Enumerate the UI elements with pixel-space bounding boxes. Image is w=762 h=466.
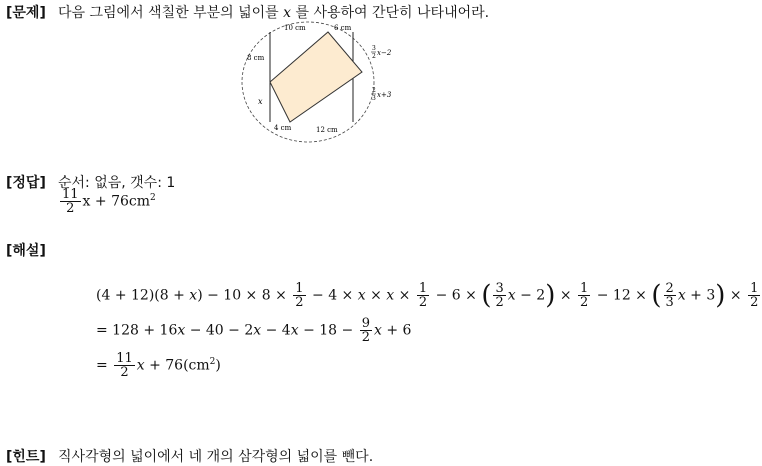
solution-line-3: = $\frac{11}{2}$ $x + 76(cm^2)$ xyxy=(96,351,221,380)
label-top-right: 6 cm xyxy=(334,24,352,32)
label-left-bottom: x xyxy=(258,97,263,106)
label-right-top-rest: x−2 xyxy=(377,49,392,57)
hint-label: [힌트] xyxy=(6,449,46,465)
label-right-top-num: 3 xyxy=(372,45,376,52)
answer-expression xyxy=(58,188,156,215)
problem-text-before: 다음 그림에서 색칠한 부분의 넓이를 xyxy=(58,5,279,21)
label-right-top-den: 2 xyxy=(372,53,376,60)
problem-label: [문제] xyxy=(6,5,46,21)
answer-fraction: $\frac{11}{2}$ xyxy=(62,187,79,216)
solution-label: [해설] xyxy=(6,243,46,259)
figure-diagram xyxy=(244,20,392,142)
answer-label: [정답] xyxy=(6,175,46,191)
label-right-bottom-den: 3 xyxy=(372,95,376,102)
answer-rest: x + 76cm xyxy=(82,193,151,210)
label-right-bottom-rest: x+3 xyxy=(377,91,392,99)
label-left-top: 8 cm xyxy=(247,54,265,62)
solution-line-1: (4 + 12)(8 + x) − 10 × 8 × $\frac{1}{2}$ − 4 × x × x × $\frac{1}{2}$ − 6 × ( $\frac{3}{2}$ x − 2) × $\frac{1}{2}$ − 12 × ( $\frac{2}{3}$ x + 3) × $\frac{1}{2}$ xyxy=(96,280,759,311)
answer-meta: 순서: 없음, 갯수: 1 xyxy=(58,175,176,191)
problem-text-after: 를 사용하여 간단히 나타내어라. xyxy=(295,5,490,21)
problem-var: x xyxy=(283,5,292,21)
hint-text: 직사각형의 넓이에서 네 개의 삼각형의 넓이를 뺀다. xyxy=(58,449,374,465)
shaded-region xyxy=(270,32,362,122)
label-top-left: 10 cm xyxy=(284,24,306,32)
solution-line-2: = 128 + 16x − 40 − 2x − 4x − 18 − $\frac{9}{2}$ x + 6 xyxy=(96,316,412,345)
answer-sup: 2 xyxy=(150,192,156,203)
problem-text xyxy=(58,2,489,22)
label-bottom-left: 4 cm xyxy=(274,124,292,132)
label-bottom-right: 12 cm xyxy=(316,126,338,134)
label-right-bottom-num: 2 xyxy=(372,87,376,94)
